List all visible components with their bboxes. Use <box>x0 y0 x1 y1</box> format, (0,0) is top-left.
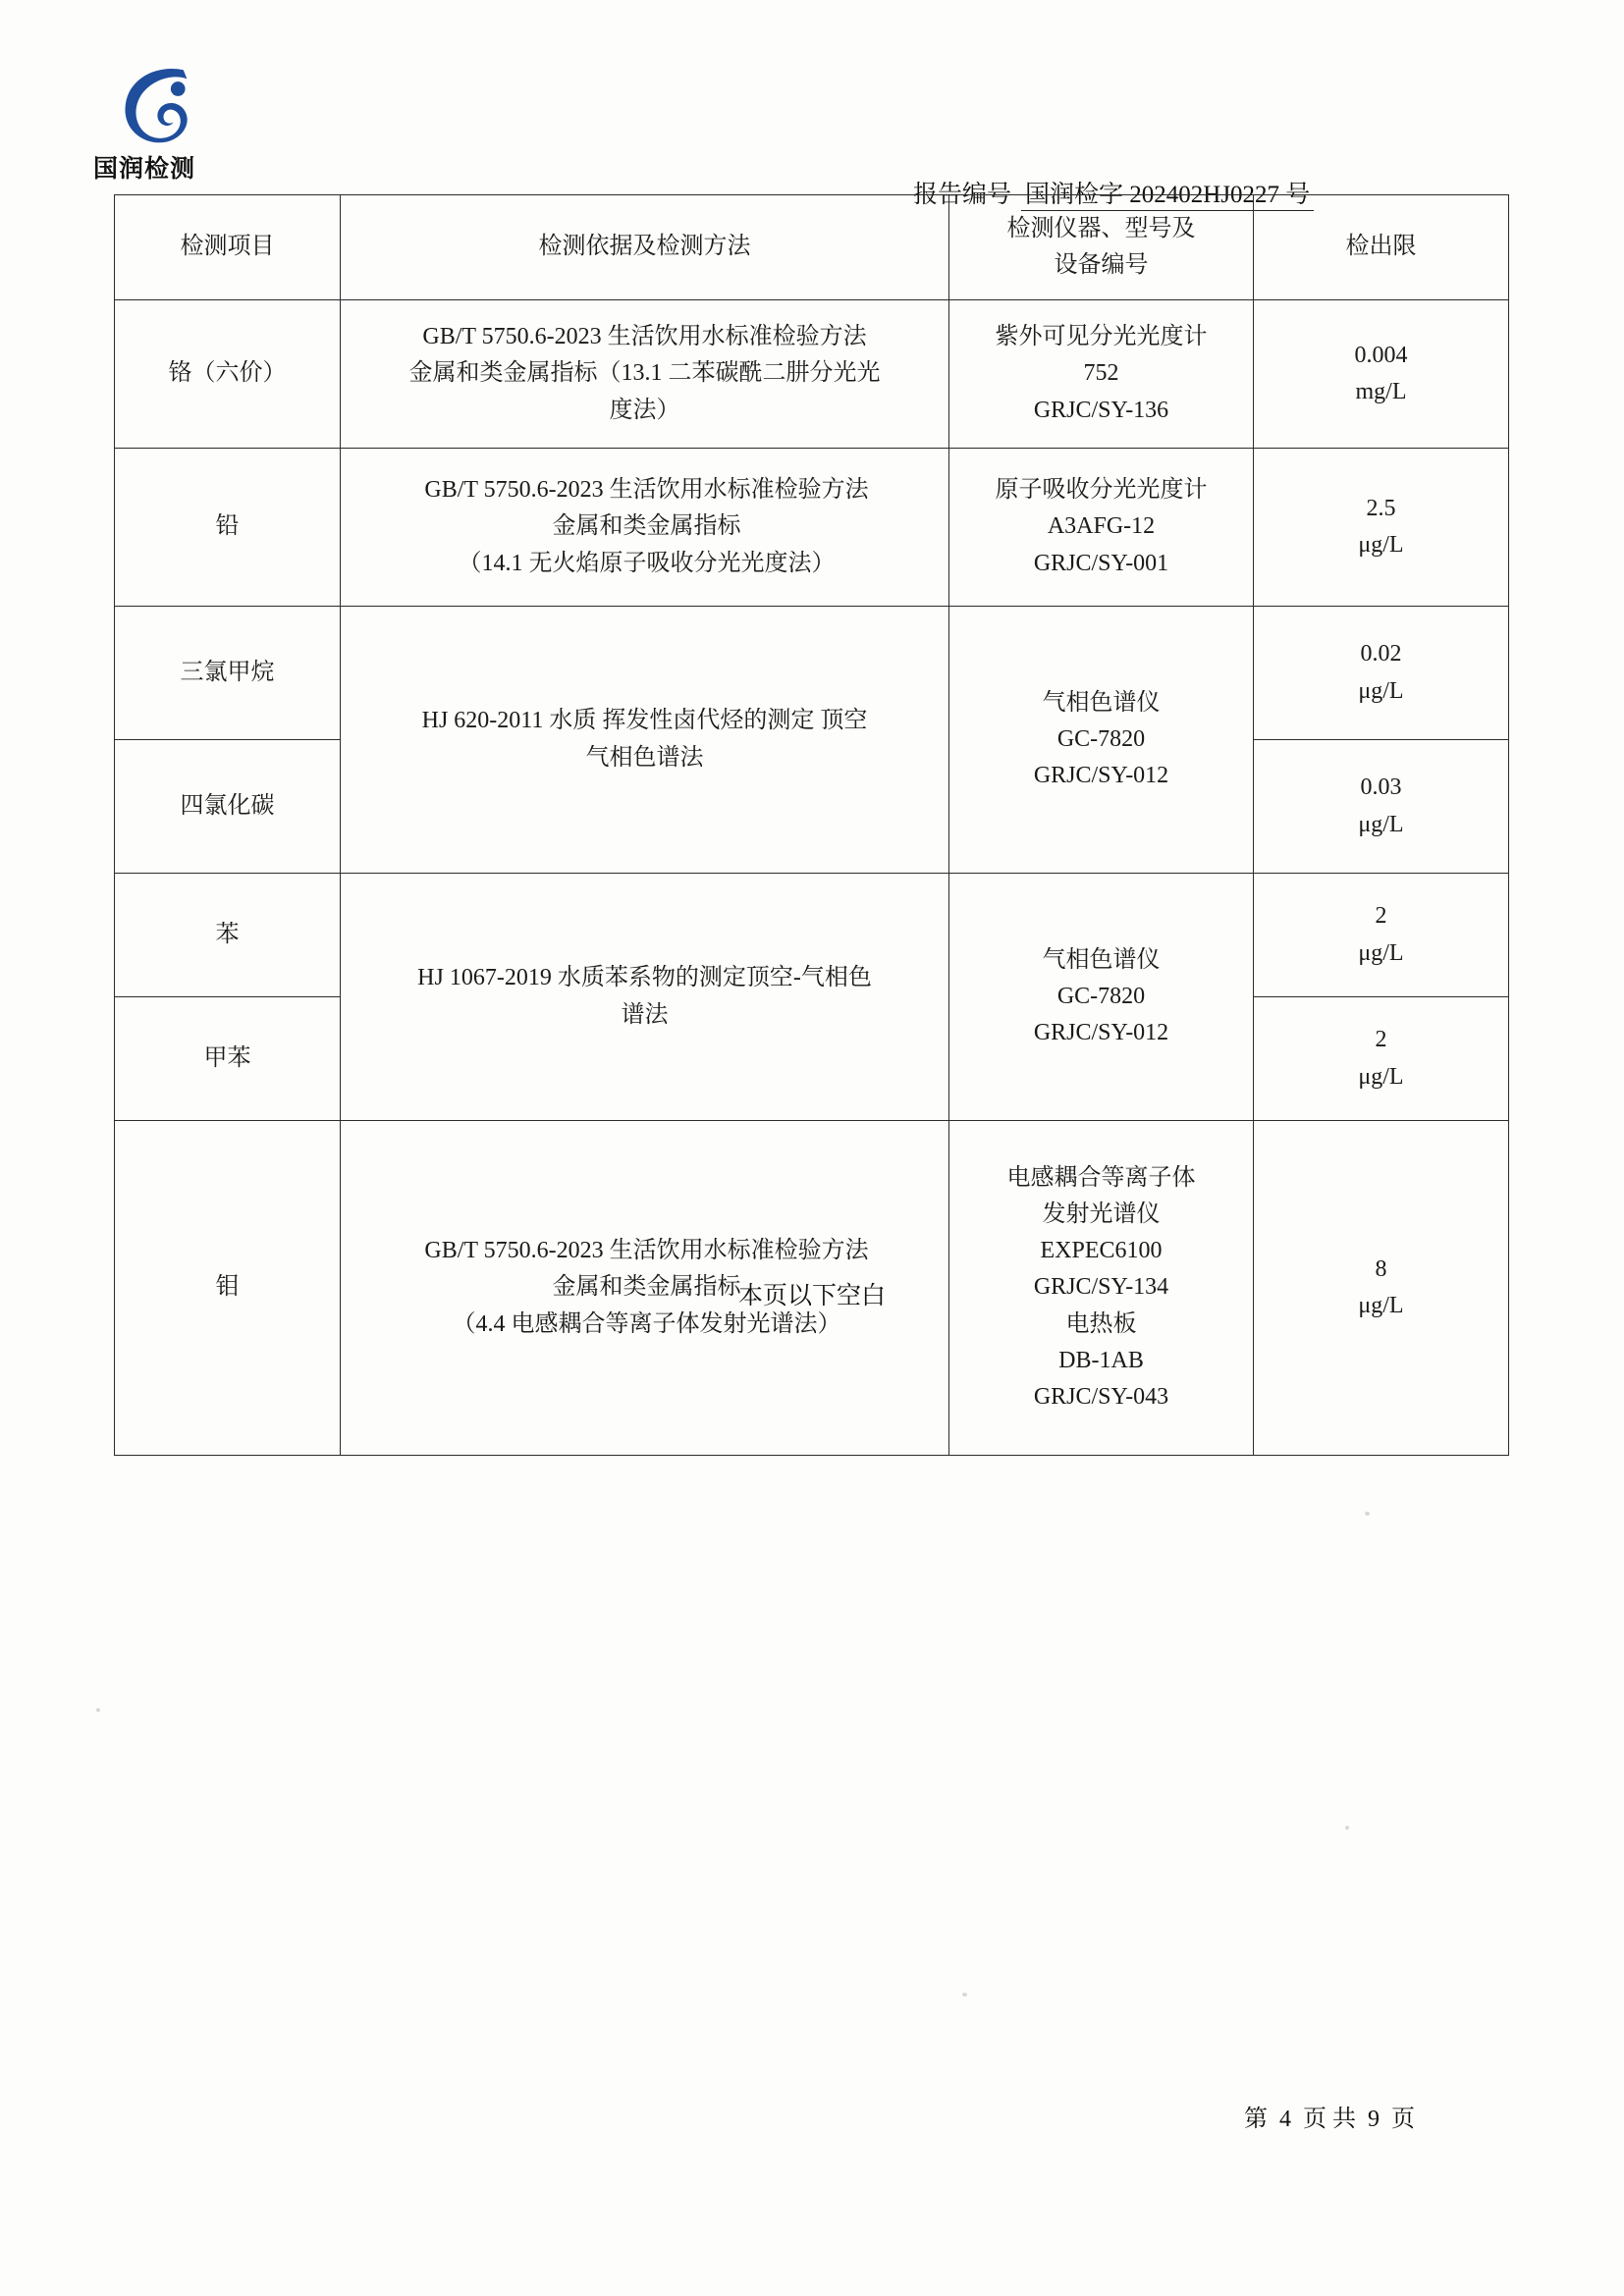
instrument-line: 紫外可见分光光度计 <box>995 324 1208 350</box>
row-item: 三氯甲烷 <box>115 607 341 740</box>
page-header <box>0 59 1624 208</box>
instrument-line: GRJC/SY-012 <box>1033 763 1169 789</box>
method-line: 度法） <box>609 397 680 423</box>
table-row <box>115 874 1509 997</box>
scan-speck <box>1345 1826 1349 1830</box>
footer-page-number: 4 <box>1279 2107 1291 2132</box>
row-instrument <box>949 607 1254 874</box>
limit-unit: μg/L <box>1358 939 1404 966</box>
row-method <box>341 607 949 874</box>
scan-speck <box>1365 1512 1370 1516</box>
limit-unit: μg/L <box>1358 811 1404 837</box>
limit-value: 0.03 <box>1360 774 1402 801</box>
limit-unit: μg/L <box>1358 677 1404 704</box>
method-line: GB/T 5750.6-2023 生活饮用水标准检验方法 <box>422 324 867 350</box>
limit-unit: μg/L <box>1358 1293 1404 1318</box>
instrument-line: GRJC/SY-001 <box>1033 550 1169 576</box>
row-method <box>341 300 949 449</box>
method-line: 金属和类金属指标 <box>552 1274 741 1301</box>
scan-speck <box>962 1993 967 1997</box>
row-method <box>341 874 949 1121</box>
method-line: 金属和类金属指标 <box>552 513 741 540</box>
row-item: 四氯化碳 <box>115 740 341 874</box>
row-item: 苯 <box>115 874 341 997</box>
instrument-line: 原子吸收分光光度计 <box>995 477 1208 504</box>
row-detection-limit <box>1254 740 1509 874</box>
row-instrument <box>949 874 1254 1121</box>
method-line: GB/T 5750.6-2023 生活饮用水标准检验方法 <box>424 477 869 504</box>
company-name: 国润检测 <box>93 154 196 183</box>
page-footer <box>0 2099 1624 2133</box>
instrument-line: GC-7820 <box>1056 983 1146 1009</box>
method-line: （4.4 电感耦合等离子体发射光谱法） <box>452 1310 841 1337</box>
row-instrument <box>949 449 1254 607</box>
col-header-item: 检测项目 <box>115 195 341 300</box>
row-method <box>341 449 949 607</box>
row-detection-limit <box>1254 607 1509 740</box>
col-header-limit: 检出限 <box>1254 195 1509 300</box>
method-line: 气相色谱法 <box>585 744 704 771</box>
method-line: GB/T 5750.6-2023 生活饮用水标准检验方法 <box>424 1238 869 1264</box>
instrument-line: DB-1AB <box>1058 1347 1144 1373</box>
col-header-instrument-line1: 检测仪器、型号及 <box>1006 215 1196 241</box>
instrument-line: 电感耦合等离子体 <box>1006 1164 1196 1191</box>
row-item: 钼 <box>115 1121 341 1456</box>
blank-page-note: 本页以下空白 <box>737 1283 886 1309</box>
method-line: HJ 620-2011 水质 挥发性卤代烃的测定 顶空 <box>421 708 868 734</box>
row-item: 甲苯 <box>115 997 341 1121</box>
col-header-method: 检测依据及检测方法 <box>341 195 949 300</box>
row-detection-limit <box>1254 449 1509 607</box>
guorun-logo-icon <box>113 61 203 151</box>
limit-value: 0.004 <box>1354 342 1408 368</box>
instrument-line: GRJC/SY-134 <box>1033 1274 1169 1301</box>
row-instrument <box>949 300 1254 449</box>
test-methods-table <box>114 194 1509 1456</box>
method-line: （14.1 无火焰原子吸收分光光度法） <box>458 550 836 576</box>
limit-value: 2 <box>1375 903 1387 930</box>
instrument-line: A3AFG-12 <box>1047 513 1156 540</box>
method-line: 谱法 <box>621 1001 669 1028</box>
instrument-line: 气相色谱仪 <box>1042 946 1161 973</box>
footer-middle: 页 共 <box>1303 2107 1356 2132</box>
report-number-label: 报告编号 <box>913 182 1012 208</box>
row-detection-limit <box>1254 997 1509 1121</box>
row-item: 铅 <box>115 449 341 607</box>
row-detection-limit <box>1254 300 1509 449</box>
instrument-line: GRJC/SY-043 <box>1033 1383 1169 1410</box>
company-logo <box>93 59 290 187</box>
limit-value: 2 <box>1375 1027 1387 1053</box>
limit-unit: mg/L <box>1355 379 1407 404</box>
col-header-instrument-line2: 设备编号 <box>1054 252 1149 278</box>
table-header-row <box>115 195 1509 300</box>
method-line: HJ 1067-2019 水质苯系物的测定顶空-气相色 <box>417 965 872 991</box>
limit-unit: μg/L <box>1358 1063 1404 1090</box>
table-row <box>115 449 1509 607</box>
instrument-line: GC-7820 <box>1056 725 1146 752</box>
table-row <box>115 607 1509 740</box>
instrument-line: GRJC/SY-136 <box>1033 397 1169 423</box>
col-header-instrument <box>949 195 1254 300</box>
instrument-line: 发射光谱仪 <box>1042 1201 1161 1228</box>
instrument-line: 752 <box>1083 360 1119 387</box>
footer-prefix: 第 <box>1244 2107 1268 2132</box>
limit-value: 0.02 <box>1360 641 1402 667</box>
footer-total-pages: 9 <box>1368 2107 1380 2132</box>
instrument-line: EXPEC6100 <box>1040 1238 1163 1264</box>
instrument-line: 气相色谱仪 <box>1042 689 1161 716</box>
limit-value: 2.5 <box>1366 495 1396 521</box>
row-detection-limit <box>1254 874 1509 997</box>
limit-unit: μg/L <box>1358 532 1404 558</box>
table-row <box>115 300 1509 449</box>
instrument-line: 电热板 <box>1065 1310 1137 1337</box>
limit-value: 8 <box>1375 1255 1387 1282</box>
report-number-value: 国润检字 202402HJ0227 号 <box>1021 182 1314 211</box>
method-line: 金属和类金属指标（13.1 二苯碳酰二肼分光光 <box>408 360 881 387</box>
footer-suffix: 页 <box>1391 2107 1415 2132</box>
row-item: 铬（六价） <box>115 300 341 449</box>
scan-speck <box>96 1708 100 1712</box>
instrument-line: GRJC/SY-012 <box>1033 1020 1169 1046</box>
